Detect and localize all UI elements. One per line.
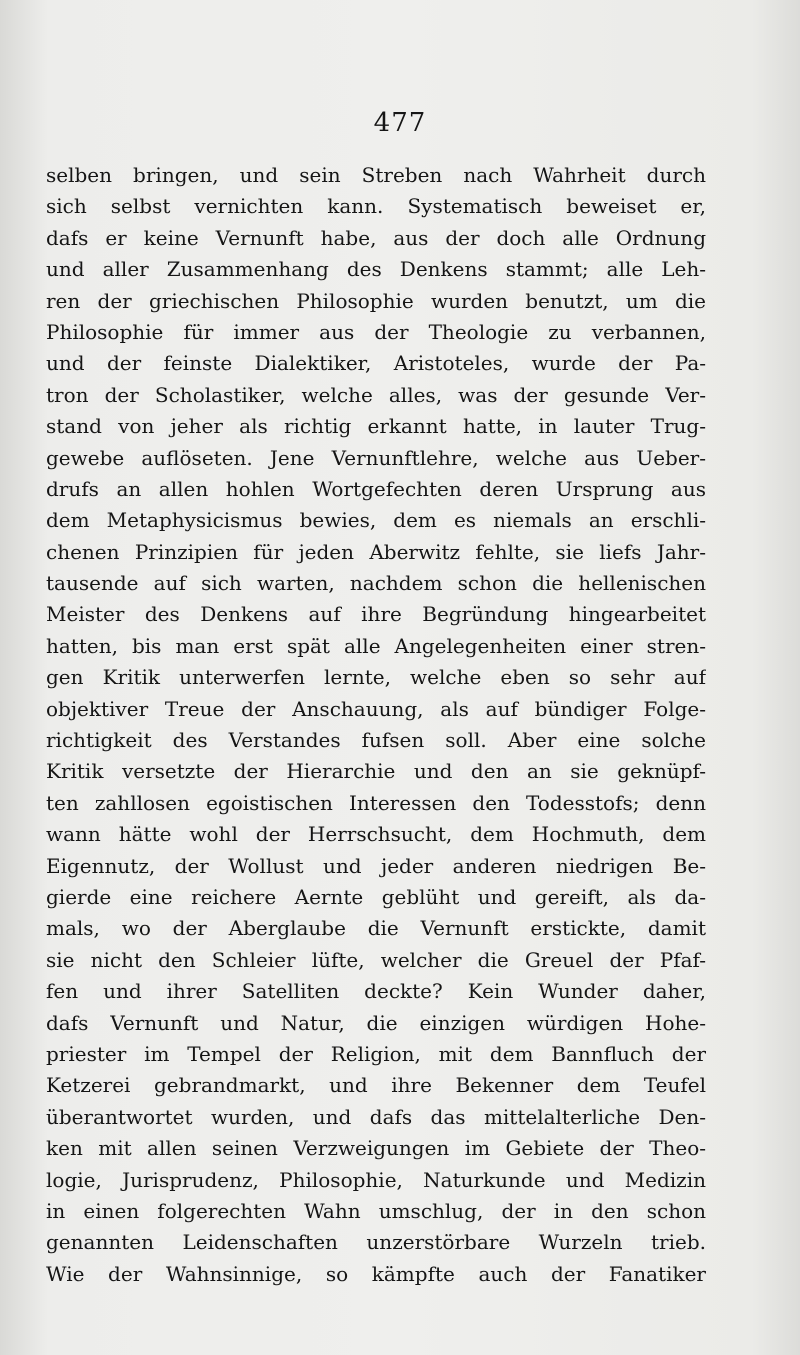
text-line: ten zahllosen egoistischen Interessen den Todesstofs; denn [46, 790, 706, 815]
text-line: logie, Jurisprudenz, Philosophie, Naturkunde und Medizin [46, 1167, 706, 1192]
text-line: mals, wo der Aberglaube die Vernunft erstickte, damit [46, 916, 706, 941]
text-line: priester im Tempel der Religion, mit dem Bannfluch der [46, 1041, 706, 1066]
text-line: überantwortet wurden, und dafs das mittelalterliche Den- [46, 1104, 706, 1129]
text-line: sie nicht den Schleier lüfte, welcher die Greuel der Pfaf- [46, 947, 706, 972]
text-line: stand von jeher als richtig erkannt hatte, in lauter Trug- [46, 414, 706, 439]
text-line: genannten Leidenschaften unzerstörbare Wurzeln trieb. [46, 1230, 706, 1255]
text-line: wann hätte wohl der Herrschsucht, dem Hochmuth, dem [46, 822, 706, 847]
text-line: drufs an allen hohlen Wortgefechten deren Ursprung aus [46, 476, 706, 501]
text-line: selben bringen, und sein Streben nach Wahrheit durch [46, 163, 706, 187]
text-line: Wie der Wahnsinnige, so kämpfte auch der Fanatiker [46, 1261, 706, 1286]
text-line: dafs Vernunft und Natur, die einzigen würdigen Hohe- [46, 1010, 706, 1035]
text-line: Philosophie für immer aus der Theologie zu verbannen, [46, 319, 706, 344]
text-line: Meister des Denkens auf ihre Begründung hingearbeitet [46, 602, 706, 627]
text-line: tron der Scholastiker, welche alles, was der gesunde Ver- [46, 382, 706, 407]
text-line: sich selbst vernichten kann. Systematisch beweiset er, [46, 194, 706, 219]
text-line: Ketzerei gebrandmarkt, und ihre Bekenner dem Teufel [46, 1073, 706, 1098]
text-line: objektiver Treue der Anschauung, als auf bündiger Folge- [46, 696, 706, 721]
text-line: Eigennutz, der Wollust und jeder anderen niedrigen Be- [46, 853, 706, 878]
body-text [46, 160, 706, 1290]
text-line: chenen Prinzipien für jeden Aberwitz fehlte, sie liefs Jahr- [46, 539, 706, 564]
text-line: Kritik versetzte der Hierarchie und den an sie geknüpf- [46, 759, 706, 784]
text-line: gierde eine reichere Aernte geblüht und gereift, als da- [46, 884, 706, 909]
text-line: und der feinste Dialektiker, Aristoteles, wurde der Pa- [46, 351, 706, 376]
text-line: in einen folgerechten Wahn umschlug, der in den schon [46, 1198, 706, 1223]
text-line: dem Metaphysicismus bewies, dem es niemals an erschli- [46, 508, 706, 533]
text-line: gewebe auflöseten. Jene Vernunftlehre, welche aus Ueber- [46, 445, 706, 470]
text-line: ren der griechischen Philosophie wurden benutzt, um die [46, 288, 706, 313]
text-line: und aller Zusammenhang des Denkens stammt; alle Leh- [46, 257, 706, 282]
text-line: gen Kritik unterwerfen lernte, welche eben so sehr auf [46, 665, 706, 690]
text-line: tausende auf sich warten, nachdem schon die hellenischen [46, 571, 706, 596]
text-line: ken mit allen seinen Verzweigungen im Gebiete der Theo- [46, 1136, 706, 1161]
text-line: dafs er keine Vernunft habe, aus der doch alle Ordnung [46, 225, 706, 250]
text-line: richtigkeit des Verstandes fufsen soll. Aber eine solche [46, 728, 706, 753]
text-line: hatten, bis man erst spät alle Angelegenheiten einer stren- [46, 633, 706, 658]
text-line: fen und ihrer Satelliten deckte? Kein Wunder daher, [46, 979, 706, 1004]
page-number: 477 [373, 108, 427, 138]
